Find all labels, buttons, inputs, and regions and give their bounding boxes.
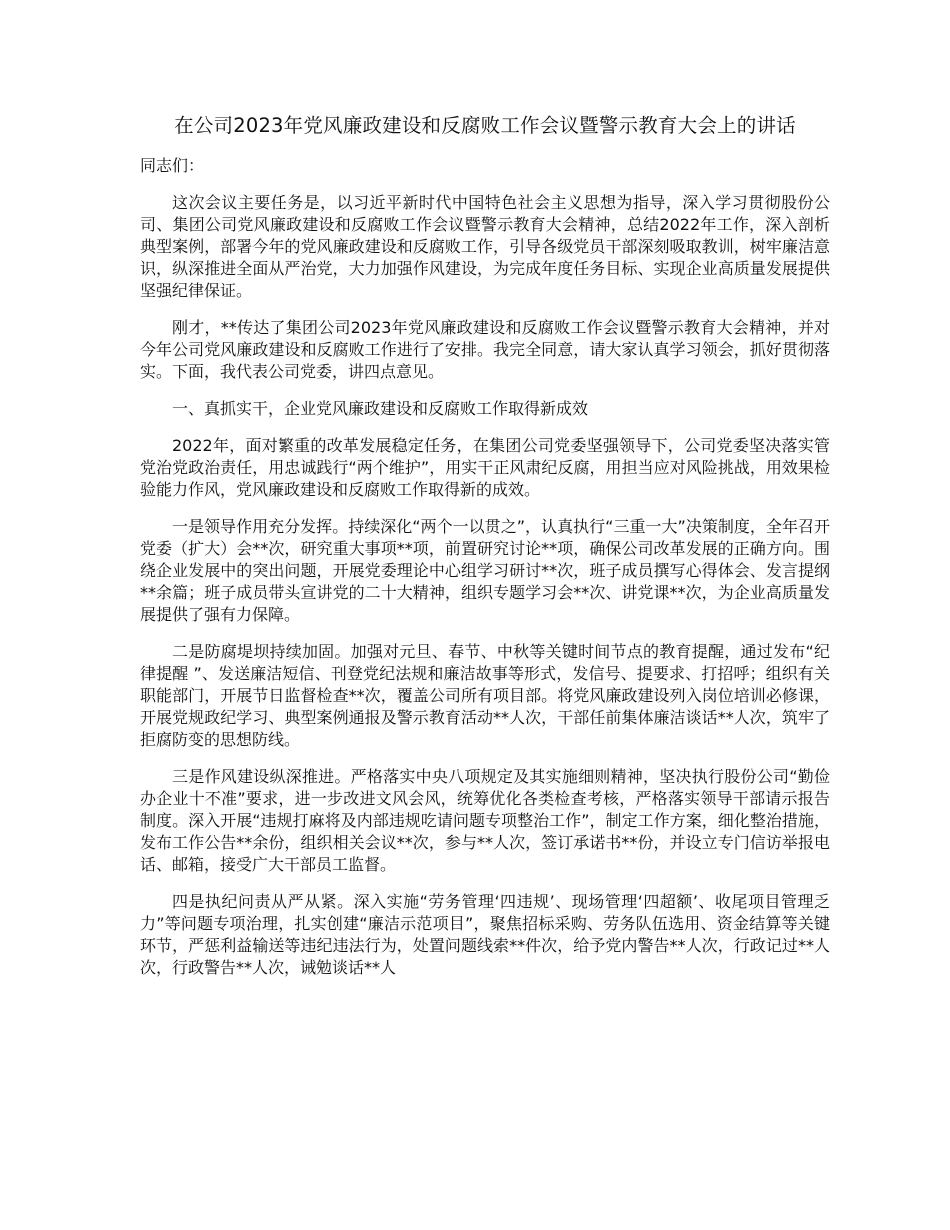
document-title: 在公司2023年党风廉政建设和反腐败工作会议暨警示教育大会上的讲话 (174, 114, 796, 137)
salutation: 同志们： (140, 156, 205, 175)
paragraph-point-2: 二是防腐堤坝持续加固。加强对元旦、春节、中秋等关键时间节点的教育提醒，通过发布“纪律提醒 ”、发送廉洁短信、刊登党纪法规和廉洁故事等形式，发信号、提要求、打招呼；组织有关职能部门，开展节日监督检查**次，覆盖公司所有项目部。将党风廉政建设列入岗位培训必修课，开展党规政纪学习、典型案例通报及警示教育活动**人次，干部任前集体廉洁谈话**人次，筑牢了拒腐防变的思想防线。 (140, 642, 830, 749)
document-page (140, 112, 830, 994)
paragraph-2022-summary: 2022年，面对繁重的改革发展稳定任务，在集团公司党委坚强领导下，公司党委坚决落实管党治党政治责任，用忠诚践行“两个维护”，用实干正风肃纪反腐，用担当应对风险挑战，用效果检验能力作风，党风廉政建设和反腐败工作取得新的成效。 (140, 436, 830, 499)
paragraph-overview: 刚才，**传达了集团公司2023年党风廉政建设和反腐败工作会议暨警示教育大会精神，并对今年公司党风廉政建设和反腐败工作进行了安排。我完全同意，请大家认真学习领会，抓好贯彻落实。下面，我代表公司党委，讲四点意见。 (140, 318, 830, 381)
paragraph-intro: 这次会议主要任务是，以习近平新时代中国特色社会主义思想为指导，深入学习贯彻股份公司、集团公司党风廉政建设和反腐败工作会议暨警示教育大会精神，总结2022年工作，深入剖析典型案例，部署今年的党风廉政建设和反腐败工作，引导各级党员干部深刻吸取教训，树牢廉洁意识，纵深推进全面从严治党，大力加强作风建设，为完成年度任务目标、实现企业高质量发展提供坚强纪律保证。 (140, 193, 830, 300)
paragraph-point-1: 一是领导作用充分发挥。持续深化“两个一以贯之”，认真执行“三重一大”决策制度，全年召开党委（扩大）会**次，研究重大事项**项，前置研究讨论**项，确保公司改革发展的正确方向。围绕企业发展中的突出问题，开展党委理论中心组学习研讨**次，班子成员撰写心得体会、发言提纲**余篇；班子成员带头宣讲党的二十大精神，组织专题学习会**次、讲党课**次，为企业高质量发展提供了强有力保障。 (140, 517, 830, 624)
section-heading-1: 一、真抓实干，企业党风廉政建设和反腐败工作取得新成效 (172, 399, 589, 418)
paragraph-point-4: 四是执纪问责从严从紧。深入实施“劳务管理‘四违规’、现场管理‘四超额’、收尾项目管理乏力”等问题专项治理，扎实创建“廉洁示范项目”，聚焦招标采购、劳务队伍选用、资金结算等关键环节，严惩利益输送等违纪违法行为，处置问题线索**件次，给予党内警告**人次，行政记过**人次，行政警告**人次，诫勉谈话**人 (140, 892, 830, 977)
paragraph-point-3: 三是作风建设纵深推进。严格落实中央八项规定及其实施细则精神，坚决执行股份公司“勤俭办企业十不准”要求，进一步改进文风会风，统筹优化各类检查考核，严格落实领导干部请示报告制度。深入开展“违规打麻将及内部违规吃请问题专项整治工作”，制定工作方案，细化整治措施，发布工作公告**余份，组织相关会议**次，参与**人次，签订承诺书**份，并设立专门信访举报电话、邮箱，接受广大干部员工监督。 (140, 767, 830, 874)
